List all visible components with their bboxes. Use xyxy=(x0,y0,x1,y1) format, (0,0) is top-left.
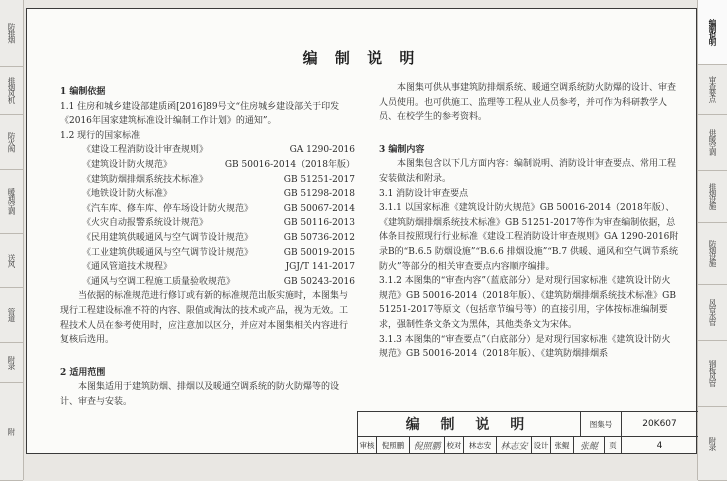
left-section-tabs xyxy=(0,0,24,480)
standard-row xyxy=(60,158,355,173)
section-3-1-2: 3.1.2 本图集的“审查内容”（蓝底部分）是对现行国家标准《建筑设计防火规范》GB 50016-2014（2018年版）、《建筑防烟排烟系统技术标准》GB 51251-2017等原文（包括章节编号等）的直接引用，字体按标准编制要求，强制性条文条文为黑体，其他类条文为宋体。 xyxy=(379,276,676,330)
standard-code: GB 50116-2013 xyxy=(283,218,355,229)
check-name: 林志安 xyxy=(464,437,497,454)
section-2-text: 本图集适用于建筑防烟、排烟以及暖通空调系统的防火防爆等的设计、审查与安装。 xyxy=(60,382,340,407)
section-3-1-3: 3.1.3 本图集的“审查要点”（白底部分）是对现行国家标准《建筑设计防火规范》GB 50016-2014（2018年版）、《建筑防烟排烟系 xyxy=(379,334,671,360)
standard-row xyxy=(60,216,355,231)
review-label: 审核 xyxy=(358,437,377,454)
title-block xyxy=(357,411,698,454)
left-column xyxy=(60,81,355,409)
standard-code: GB 50243-2016 xyxy=(283,276,355,287)
standard-name: 《建筑防烟排烟系统技术标准》 xyxy=(82,174,209,185)
standard-row xyxy=(60,202,355,217)
section-3-intro: 本图集包含以下几方面内容：编制说明、消防设计审查要点、常用工程安装做法和附录。 xyxy=(379,159,677,184)
right-section-tabs xyxy=(697,0,727,480)
right-tab-label: 排烟设施 xyxy=(708,183,717,209)
left-tab-label: 防排烟 xyxy=(7,23,16,43)
right-tab-label: 编制说明 xyxy=(708,19,717,45)
left-tab-label: 管道 xyxy=(7,308,16,321)
right-tab[interactable] xyxy=(698,0,727,65)
right-tab[interactable] xyxy=(698,170,727,223)
section-1-1: 1.1 住房和城乡建设部建质函[2016]89号文“住房城乡建设部关于印发《2016年国家建筑标准设计编制工作计划》的通知”。 xyxy=(60,101,340,127)
left-tab-label: 送风 xyxy=(7,253,16,267)
standard-name: 《建设工程消防设计审查规则》 xyxy=(82,145,209,156)
standard-name: 《通风管道技术规程》 xyxy=(82,262,173,273)
section-1-heading: 1 编制依据 xyxy=(60,87,106,97)
left-tab-label: 附录 xyxy=(7,355,16,369)
left-tab[interactable] xyxy=(0,233,23,288)
standard-row xyxy=(60,260,355,275)
left-tab[interactable] xyxy=(0,287,23,343)
page-title: 编 制 说 明 xyxy=(302,49,421,67)
page-number: 4 xyxy=(656,440,663,451)
left-tab[interactable] xyxy=(0,66,23,115)
standard-row xyxy=(60,246,355,261)
section-1-note: 当依据的标准规范进行修订或有新的标准规范出版实施时，本图集与现行工程建设标准不符的内容、限值或淘汰的技术或产品，视为无效。工程技术人员在参考使用时，应注意加以区分，并应对本图集相关内容进行复核后选用。 xyxy=(60,291,349,346)
standard-code: GB 50016-2014（2018年版） xyxy=(224,159,355,170)
standard-name: 《通风与空调工程施工质量验收规范》 xyxy=(82,276,236,287)
standard-name: 《建筑设计防火规范》 xyxy=(82,159,173,170)
right-tab-label: 供暖空调 xyxy=(708,129,717,155)
design-label: 设计 xyxy=(532,437,551,454)
standard-code: JGJ/T 141-2017 xyxy=(285,262,355,273)
standard-row xyxy=(60,231,355,246)
atlas-number: 20K607 xyxy=(642,419,677,429)
right-tab-label: 附录 xyxy=(708,436,717,450)
right-column xyxy=(379,81,679,362)
right-tab-label: 风管水管 xyxy=(708,299,717,325)
section-1-2: 1.2 现行的国家标准 xyxy=(60,130,141,141)
standard-code: GB 50067-2014 xyxy=(283,203,355,214)
review-signature: 倪照鹏 xyxy=(410,437,445,454)
check-label: 校对 xyxy=(445,437,464,454)
right-tab[interactable] xyxy=(698,114,727,171)
right-tab[interactable] xyxy=(698,406,727,481)
standard-name: 《火灾自动报警系统设计规范》 xyxy=(82,218,209,229)
left-tab-label: 附 xyxy=(7,427,16,435)
standard-code: GB 50736-2012 xyxy=(283,232,355,243)
standard-name: 《汽车库、修车库、停车场设计防火规范》 xyxy=(82,203,254,214)
standard-code: GB 50019-2015 xyxy=(283,247,355,258)
left-tab[interactable] xyxy=(0,342,23,383)
standard-code: GA 1290-2016 xyxy=(289,145,355,156)
left-tab-label: 排烟风机 xyxy=(7,77,16,103)
standard-row xyxy=(60,173,355,188)
right-tab-label: 审查要点 xyxy=(708,76,717,102)
title-block-title: 编 制 说 明 xyxy=(358,412,581,436)
standard-row xyxy=(60,143,355,158)
left-tab[interactable] xyxy=(0,169,23,234)
section-3-heading: 3 编制内容 xyxy=(379,144,425,155)
right-tab[interactable] xyxy=(698,64,727,115)
design-name: 张鲲 xyxy=(551,437,574,454)
left-tab[interactable] xyxy=(0,114,23,170)
section-2-heading: 2 适用范围 xyxy=(60,367,106,378)
right-tab[interactable] xyxy=(698,284,727,341)
atlas-number-label: 图集号 xyxy=(581,412,622,436)
design-signature: 张鲲 xyxy=(574,437,605,454)
right-tab-label: 防烟设施 xyxy=(708,240,717,266)
section-3-1: 3.1 消防设计审查要点 xyxy=(379,188,469,199)
standard-name: 《工业建筑供暖通风与空气调节设计规范》 xyxy=(82,247,254,258)
page-label: 页 xyxy=(605,437,622,454)
check-signature: 林志安 xyxy=(497,437,532,454)
drawing-frame xyxy=(26,8,697,454)
left-tab-label: 防火阀 xyxy=(7,131,16,152)
section-3-1-1: 3.1.1 以国家标准《建筑设计防火规范》GB 50016-2014（2018年版）、《建筑防烟排烟系统技术标准》GB 51251-2017等作为审查编制依据，总体条目按照现行行业标准《建设工程消防设计审查规则》GA 1290-2016附录B的“B.6.5 防烟设施”“B.6.6 排烟设施”“B.7 供暖、通风和空气调节系统防火”等部分的相关审查要点内容顺序编排。 xyxy=(379,203,679,272)
left-tab-label: 暖通空调 xyxy=(7,188,16,214)
right-tab[interactable] xyxy=(698,222,727,285)
right-tab-label: 钢板风管 xyxy=(708,360,717,386)
standard-code: GB 51251-2017 xyxy=(283,174,355,185)
review-name: 倪照鹏 xyxy=(377,437,410,454)
left-tab[interactable] xyxy=(0,382,23,481)
standard-name: 《民用建筑供暖通风与空气调节设计规范》 xyxy=(82,232,254,243)
standard-code: GB 51298-2018 xyxy=(283,189,355,200)
standard-row xyxy=(60,275,355,290)
right-tab[interactable] xyxy=(698,340,727,407)
standard-row xyxy=(60,187,355,202)
standard-name: 《地铁设计防火标准》 xyxy=(82,189,173,200)
audience-paragraph: 本图集可供从事建筑防排烟系统、暖通空调系统防火防爆的设计、审查人员使用。也可供施工、监理等工程从业人员参考，并可作为科研教学人员、在校学生的参考资料。 xyxy=(379,83,677,123)
left-tab[interactable] xyxy=(0,0,23,67)
standards-list xyxy=(60,143,355,289)
